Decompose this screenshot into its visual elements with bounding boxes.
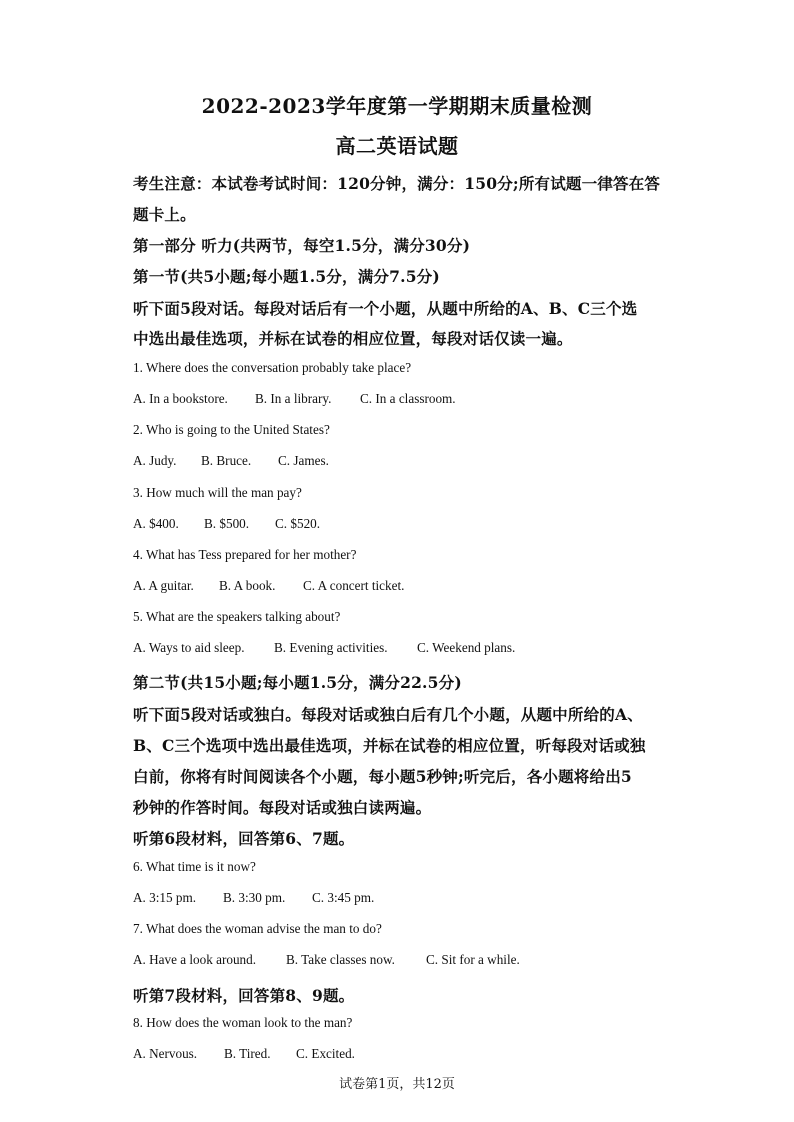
option-c: C. James. (278, 453, 329, 468)
section1-instruction-2: 中选出最佳选项，并标在试卷的相应位置，每段对话仅读一遍。 (133, 329, 573, 348)
option-a: A. A guitar. (133, 578, 194, 593)
question-3: 3. How much will the man pay? (133, 485, 302, 500)
notice-line-1: 考生注意：本试卷考试时间：120分钟，满分：150分;所有试题一律答在答 (133, 174, 661, 193)
exam-subtitle: 高二英语试题 (335, 134, 459, 158)
option-b: B. $500. (204, 516, 250, 531)
question-2: 2. Who is going to the United States? (133, 422, 330, 437)
option-c: C. Weekend plans. (417, 640, 516, 655)
question-1-options (133, 391, 456, 407)
option-b: B. Bruce. (201, 453, 252, 468)
option-b: B. Evening activities. (274, 640, 388, 655)
question-4-options (133, 578, 404, 594)
material-7-heading: 听第7段材料，回答第8、9题。 (133, 986, 355, 1005)
option-b: B. Tired. (224, 1046, 271, 1061)
option-a: A. In a bookstore. (133, 391, 228, 406)
option-c: C. 3:45 pm. (312, 890, 375, 905)
question-4: 4. What has Tess prepared for her mother? (133, 547, 357, 562)
option-c: C. $520. (275, 516, 321, 531)
question-6: 6. What time is it now? (133, 859, 256, 874)
option-a: A. 3:15 pm. (133, 890, 197, 905)
notice-line-2: 题卡上。 (133, 205, 196, 224)
section1-instruction-1: 听下面5段对话。每段对话后有一个小题，从题中所给的A、B、C三个选 (133, 299, 638, 318)
option-c: C. Excited. (296, 1046, 355, 1061)
question-5-options (133, 640, 515, 656)
question-3-options (133, 516, 320, 532)
option-b: B. Take classes now. (286, 952, 395, 967)
section2-instruction-3: 白前，你将有时间阅读各个小题，每小题5秒钟;听完后，各小题将给出5 (133, 767, 632, 786)
section1-heading: 第一节(共5小题;每小题1.5分，满分7.5分) (133, 267, 440, 286)
question-5: 5. What are the speakers talking about? (133, 609, 341, 624)
page-footer: 试卷第1页，共12页 (339, 1077, 455, 1092)
question-8-options (133, 1046, 355, 1062)
option-c: C. Sit for a while. (426, 952, 520, 967)
option-a: A. Ways to aid sleep. (133, 640, 245, 655)
question-8: 8. How does the woman look to the man? (133, 1015, 353, 1030)
option-b: B. A book. (219, 578, 276, 593)
option-c: C. In a classroom. (360, 391, 456, 406)
option-c: C. A concert ticket. (303, 578, 405, 593)
question-6-options (133, 890, 374, 906)
option-a: A. Nervous. (133, 1046, 198, 1061)
question-1: 1. Where does the conversation probably take place? (133, 360, 412, 375)
section2-instruction-1: 听下面5段对话或独白。每段对话或独白后有几个小题，从题中所给的A、 (133, 705, 643, 724)
part1-heading: 第一部分 听力(共两节，每空1.5分，满分30分) (133, 236, 471, 255)
option-b: B. 3:30 pm. (223, 890, 286, 905)
question-7: 7. What does the woman advise the man to do? (133, 921, 382, 936)
option-a: A. Judy. (133, 453, 177, 468)
section2-instruction-2: B、C三个选项中选出最佳选项，并标在试卷的相应位置，听每段对话或独 (133, 736, 646, 755)
option-b: B. In a library. (255, 391, 332, 406)
question-7-options (133, 952, 520, 968)
exam-title: 2022-2023学年度第一学期期末质量检测 (201, 94, 593, 118)
material-6-heading: 听第6段材料，回答第6、7题。 (133, 829, 355, 848)
option-a: A. $400. (133, 516, 179, 531)
question-2-options (133, 453, 329, 469)
option-a: A. Have a look around. (133, 952, 257, 967)
section2-instruction-4: 秒钟的作答时间。每段对话或独白读两遍。 (133, 798, 432, 817)
section2-heading: 第二节(共15小题;每小题1.5分，满分22.5分) (133, 673, 462, 692)
